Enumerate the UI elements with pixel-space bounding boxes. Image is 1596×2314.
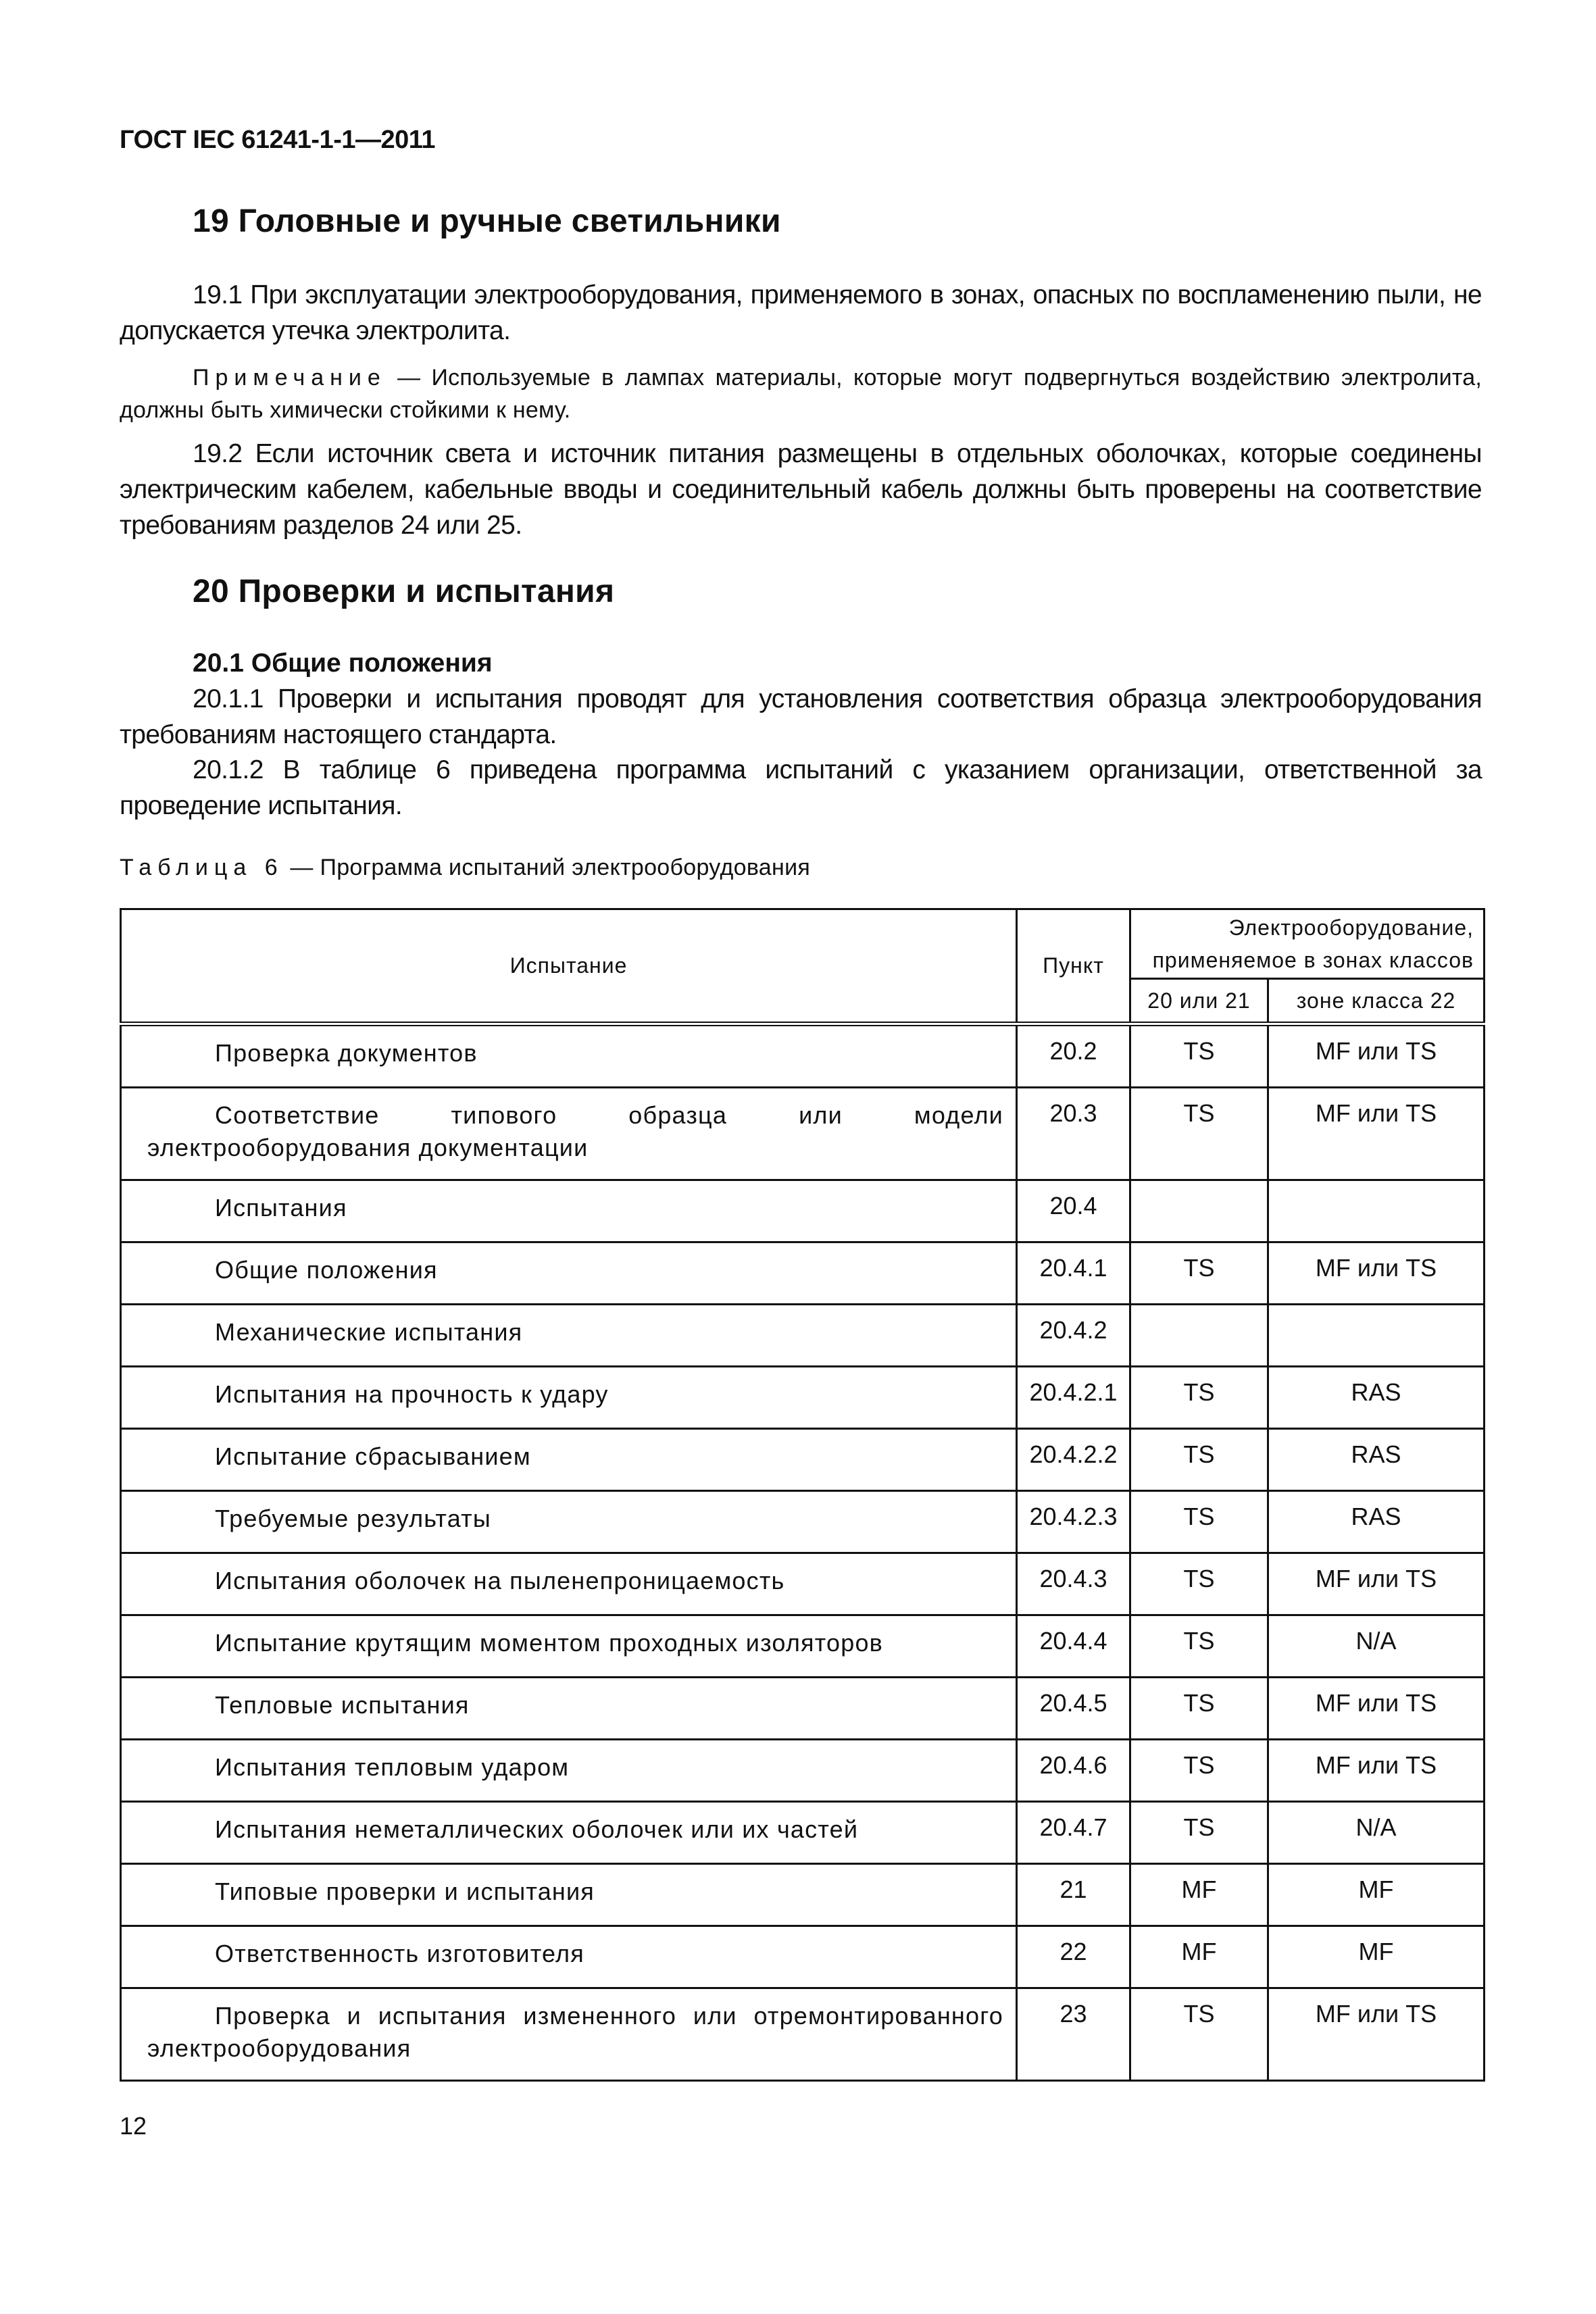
- zone-22-value: MF: [1268, 1864, 1485, 1926]
- clause-number: 20.4: [1017, 1180, 1130, 1242]
- zone-22-value: MF или TS: [1268, 1553, 1485, 1615]
- test-name: Тепловые испытания: [121, 1678, 1017, 1740]
- header-clause: Пункт: [1017, 909, 1130, 1024]
- zone-20-21-value: TS: [1130, 1553, 1268, 1615]
- zone-20-21-value: TS: [1130, 1615, 1268, 1678]
- clause-number: 20.4.2: [1017, 1305, 1130, 1367]
- clause-number: 20.4.7: [1017, 1802, 1130, 1864]
- clause-number: 20.4.2.1: [1017, 1367, 1130, 1429]
- zone-22-value: [1268, 1180, 1485, 1242]
- table-row: [121, 1024, 1485, 1088]
- table-row: [121, 1926, 1485, 1988]
- clause-number: 20.3: [1017, 1088, 1130, 1180]
- header-test: Испытание: [121, 909, 1017, 1024]
- clause-number: 20.2: [1017, 1024, 1130, 1088]
- paragraph-19-2: 19.2 Если источник света и источник питания размещены в отдельных оболочках, которые соединены электрическим кабелем, кабельные вводы и соединительный кабель должны быть проверены на соответствие требованиям разделов 24 или 25.: [120, 439, 1482, 540]
- test-name: Испытания оболочек на пыленепроницаемость: [121, 1553, 1017, 1615]
- zone-20-21-value: TS: [1130, 1740, 1268, 1802]
- table-row: [121, 1180, 1485, 1242]
- page-number: 12: [120, 2112, 147, 2140]
- test-name: Испытание крутящим моментом проходных изоляторов: [121, 1615, 1017, 1678]
- zone-20-21-value: TS: [1130, 1429, 1268, 1491]
- zone-20-21-value: [1130, 1180, 1268, 1242]
- test-name: Испытания на прочность к удару: [121, 1367, 1017, 1429]
- paragraph-20-1-2: 20.1.2 В таблице 6 приведена программа испытаний с указанием организации, ответственной за проведение испытания.: [120, 755, 1482, 820]
- note-label: Примечание: [193, 365, 386, 391]
- test-name: Общие положения: [121, 1242, 1017, 1305]
- zone-22-value: [1268, 1305, 1485, 1367]
- clause-number: 21: [1017, 1864, 1130, 1926]
- test-name: Требуемые результаты: [121, 1491, 1017, 1553]
- test-name: Ответственность изготовителя: [121, 1926, 1017, 1988]
- table-row: [121, 1615, 1485, 1678]
- zone-22-value: MF: [1268, 1926, 1485, 1988]
- table-row: [121, 1802, 1485, 1864]
- clause-number: 20.4.2.3: [1017, 1491, 1130, 1553]
- clause-number: 20.4.5: [1017, 1678, 1130, 1740]
- test-name: Испытания: [121, 1180, 1017, 1242]
- header-zone-22: зоне класса 22: [1268, 979, 1485, 1024]
- test-program-table: [120, 908, 1485, 2082]
- test-name: Проверка документов: [121, 1024, 1017, 1088]
- document-code: ГОСТ IEC 61241-1-1—2011: [120, 126, 435, 154]
- table-row: [121, 1491, 1485, 1553]
- clause-number: 23: [1017, 1988, 1130, 2081]
- header-zone-group: Электрооборудование, применяемое в зонах классов: [1130, 909, 1485, 979]
- table-row: [121, 1242, 1485, 1305]
- table-row: [121, 1864, 1485, 1926]
- zone-20-21-value: TS: [1130, 1678, 1268, 1740]
- table-row: [121, 1088, 1485, 1180]
- zone-20-21-value: TS: [1130, 1367, 1268, 1429]
- zone-22-value: MF или TS: [1268, 1988, 1485, 2081]
- zone-22-value: MF или TS: [1268, 1740, 1485, 1802]
- zone-20-21-value: MF: [1130, 1864, 1268, 1926]
- table-row: [121, 1305, 1485, 1367]
- test-name: Испытания неметаллических оболочек или их частей: [121, 1802, 1017, 1864]
- zone-22-value: RAS: [1268, 1429, 1485, 1491]
- zone-22-value: MF или TS: [1268, 1024, 1485, 1088]
- table-caption-label: Таблица 6: [120, 855, 284, 880]
- zone-22-value: MF или TS: [1268, 1242, 1485, 1305]
- note-text: — Используемые в лампах материалы, которые могут подвергнуться воздействию электролита, должны быть химически стойкими к нему.: [120, 365, 1482, 423]
- zone-20-21-value: TS: [1130, 1088, 1268, 1180]
- zone-20-21-value: [1130, 1305, 1268, 1367]
- zone-22-value: MF или TS: [1268, 1678, 1485, 1740]
- zone-22-value: N/A: [1268, 1615, 1485, 1678]
- clause-number: 20.4.3: [1017, 1553, 1130, 1615]
- section-20-title: 20 Проверки и испытания: [193, 574, 615, 609]
- paragraph-19-1: 19.1 При эксплуатации электрооборудования, применяемого в зонах, опасных по воспламенению пыли, не допускается утечка электролита.: [120, 280, 1482, 345]
- table-row: [121, 1740, 1485, 1802]
- table-caption-text: — Программа испытаний электрооборудования: [283, 855, 811, 880]
- section-19-title: 19 Головные и ручные светильники: [193, 203, 781, 239]
- zone-22-value: RAS: [1268, 1367, 1485, 1429]
- test-name: Проверка и испытания измененного или отремонтированного электрооборудования: [121, 1988, 1017, 2081]
- clause-number: 20.4.1: [1017, 1242, 1130, 1305]
- table-caption: [120, 855, 810, 881]
- zone-20-21-value: TS: [1130, 1024, 1268, 1088]
- clause-number: 20.4.4: [1017, 1615, 1130, 1678]
- table-row: [121, 1988, 1485, 2081]
- clause-number: 20.4.6: [1017, 1740, 1130, 1802]
- test-name: Испытания тепловым ударом: [121, 1740, 1017, 1802]
- test-name: Механические испытания: [121, 1305, 1017, 1367]
- table-row: [121, 1678, 1485, 1740]
- clause-number: 20.4.2.2: [1017, 1429, 1130, 1491]
- zone-20-21-value: TS: [1130, 1491, 1268, 1553]
- zone-20-21-value: MF: [1130, 1926, 1268, 1988]
- header-zone-20-21: 20 или 21: [1130, 979, 1268, 1024]
- table-row: [121, 1553, 1485, 1615]
- zone-22-value: MF или TS: [1268, 1088, 1485, 1180]
- clause-number: 22: [1017, 1926, 1130, 1988]
- zone-22-value: N/A: [1268, 1802, 1485, 1864]
- zone-22-value: RAS: [1268, 1491, 1485, 1553]
- test-name: Соответствие типового образца или модели электрооборудования документации: [121, 1088, 1017, 1180]
- test-name: Типовые проверки и испытания: [121, 1864, 1017, 1926]
- zone-20-21-value: TS: [1130, 1242, 1268, 1305]
- paragraph-20-1-1: 20.1.1 Проверки и испытания проводят для установления соответствия образца электрооборудования требованиям настоящего стандарта.: [120, 684, 1482, 749]
- table-row: [121, 1367, 1485, 1429]
- test-name: Испытание сбрасыванием: [121, 1429, 1017, 1491]
- zone-20-21-value: TS: [1130, 1988, 1268, 2081]
- table-row: [121, 1429, 1485, 1491]
- note-19: [120, 361, 1482, 426]
- subsection-20-1-title: 20.1 Общие положения: [193, 649, 493, 678]
- zone-20-21-value: TS: [1130, 1802, 1268, 1864]
